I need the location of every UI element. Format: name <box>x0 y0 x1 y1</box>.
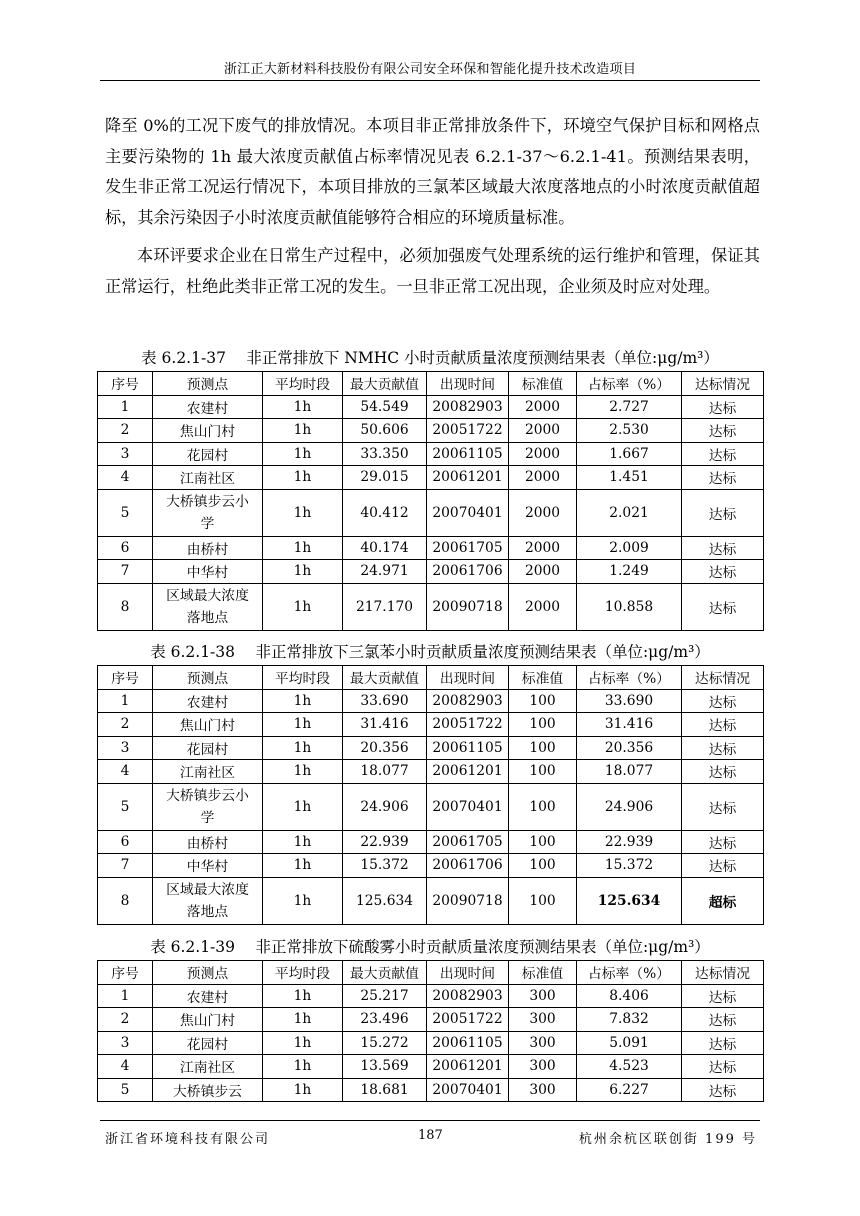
table-cell: 5 <box>98 489 153 536</box>
paragraph-1: 降至 0%的工况下废气的排放情况。本项目非正常排放条件下，环境空气保护目标和网格点主要污染物的 1h 最大浓度贡献值占标率情况见表 6.2.1-37～6.2.1-41。预测结果表明，发生非正常工况运行情况下，本项目排放的三氯苯区域最大浓度落地点的小时浓度贡献值超标，其余污染因子小时浓度贡献值能够符合相应的环境质量标准。 <box>105 116 760 227</box>
table-row <box>98 689 764 713</box>
table-cell: 2 <box>98 713 153 737</box>
table-row <box>98 419 764 443</box>
table-cell: 100 <box>509 877 577 924</box>
table-cell: 54.549 <box>343 395 427 419</box>
table-cell: 超标 <box>682 877 764 924</box>
column-header: 预测点 <box>153 666 263 690</box>
table-cell: 2000 <box>509 466 577 490</box>
table-cell: 20082903 <box>427 984 509 1008</box>
column-header: 出现时间 <box>427 961 509 985</box>
table-cell: 达标 <box>682 1008 764 1032</box>
table-cell: 20051722 <box>427 713 509 737</box>
table-cell: 农建村 <box>153 984 263 1008</box>
column-header: 占标率（%） <box>577 372 682 396</box>
table-cell: 1.667 <box>577 442 682 466</box>
table-cell: 20061705 <box>427 536 509 560</box>
table-cell: 2.727 <box>577 395 682 419</box>
table-cell: 1h <box>263 489 343 536</box>
table-cell: 24.906 <box>577 783 682 830</box>
table-cell: 33.690 <box>343 689 427 713</box>
table-cell: 7.832 <box>577 1008 682 1032</box>
table-cell: 20070401 <box>427 783 509 830</box>
table-cell: 达标 <box>682 1031 764 1055</box>
table-cell: 达标 <box>682 536 764 560</box>
table-cell: 花园村 <box>153 1031 263 1055</box>
column-header: 平均时段 <box>263 666 343 690</box>
table-row <box>98 854 764 878</box>
table-row <box>98 877 764 924</box>
table-row <box>98 760 764 784</box>
table-cell: 7 <box>98 854 153 878</box>
table-cell: 20051722 <box>427 1008 509 1032</box>
table-cell: 达标 <box>682 395 764 419</box>
column-header: 达标情况 <box>682 372 764 396</box>
table-cell: 33.350 <box>343 442 427 466</box>
table-row <box>98 783 764 830</box>
table-cell: 江南社区 <box>153 466 263 490</box>
page-header: 浙江正大新材料科技股份有限公司安全环保和智能化提升技术改造项目 <box>223 62 637 77</box>
table-row <box>98 713 764 737</box>
column-header: 占标率（%） <box>577 961 682 985</box>
table-cell: 1.249 <box>577 560 682 584</box>
table-cell: 区域最大浓度落地点 <box>153 877 263 924</box>
table-cell: 31.416 <box>577 713 682 737</box>
table-cell: 2 <box>98 1008 153 1032</box>
table-caption-1: 表 6.2.1-37 非正常排放下 NMHC 小时贡献质量浓度预测结果表（单位:μg/m³） <box>141 349 719 367</box>
table-cell: 达标 <box>682 783 764 830</box>
table-row <box>98 736 764 760</box>
table-cell: 达标 <box>682 466 764 490</box>
table-cell: 24.906 <box>343 783 427 830</box>
table-cell: 2.009 <box>577 536 682 560</box>
table-cell: 1 <box>98 395 153 419</box>
table-cell: 1h <box>263 560 343 584</box>
table-cell: 2.021 <box>577 489 682 536</box>
table-trichlorobenzene <box>97 665 764 925</box>
table-cell: 农建村 <box>153 395 263 419</box>
table-cell: 达标 <box>682 984 764 1008</box>
column-header: 占标率（%） <box>577 666 682 690</box>
table-cell: 1h <box>263 984 343 1008</box>
table-cell: 1h <box>263 713 343 737</box>
footer-rule <box>100 1120 760 1121</box>
table-cell: 20051722 <box>427 419 509 443</box>
table-cell: 20061105 <box>427 442 509 466</box>
table-cell: 24.971 <box>343 560 427 584</box>
table-cell: 2000 <box>509 395 577 419</box>
paragraph-2: 本环评要求企业在日常生产过程中，必须加强废气处理系统的运行维护和管理，保证其正常运行，杜绝此类非正常工况的发生。一旦非正常工况出现，企业须及时应对处理。 <box>105 246 760 296</box>
table-row <box>98 583 764 630</box>
table-cell: 1 <box>98 984 153 1008</box>
table-cell: 4 <box>98 760 153 784</box>
table-cell: 40.174 <box>343 536 427 560</box>
table-cell: 8.406 <box>577 984 682 1008</box>
table-row <box>98 830 764 854</box>
table-cell: 达标 <box>682 1078 764 1102</box>
table-cell: 20070401 <box>427 489 509 536</box>
table-cell: 300 <box>509 984 577 1008</box>
table-cell: 1h <box>263 760 343 784</box>
table-cell: 20061201 <box>427 760 509 784</box>
table-cell: 18.077 <box>343 760 427 784</box>
column-header: 平均时段 <box>263 961 343 985</box>
table-cell: 达标 <box>682 1055 764 1079</box>
table-cell: 18.681 <box>343 1078 427 1102</box>
table-row <box>98 466 764 490</box>
table-cell: 100 <box>509 830 577 854</box>
table-cell: 5 <box>98 783 153 830</box>
column-header: 最大贡献值 <box>343 372 427 396</box>
table-cell: 达标 <box>682 419 764 443</box>
header-rule <box>100 80 760 81</box>
table-caption-3: 表 6.2.1-39 非正常排放下硫酸雾小时贡献质量浓度预测结果表（单位:μg/m³） <box>150 938 710 956</box>
table-cell: 1h <box>263 736 343 760</box>
table-header-row <box>98 372 764 396</box>
column-header: 序号 <box>98 666 153 690</box>
column-header: 序号 <box>98 961 153 985</box>
table-cell: 由桥村 <box>153 830 263 854</box>
table-cell: 20061201 <box>427 466 509 490</box>
table-cell: 125.634 <box>343 877 427 924</box>
table-cell: 100 <box>509 760 577 784</box>
table-cell: 20061706 <box>427 560 509 584</box>
table-cell: 1h <box>263 419 343 443</box>
table-cell: 焦山门村 <box>153 1008 263 1032</box>
table-cell: 1h <box>263 689 343 713</box>
table-cell: 达标 <box>682 854 764 878</box>
table-cell: 31.416 <box>343 713 427 737</box>
table-cell: 农建村 <box>153 689 263 713</box>
table-cell: 20.356 <box>343 736 427 760</box>
table-row <box>98 489 764 536</box>
table-cell: 125.634 <box>577 877 682 924</box>
table-caption-2: 表 6.2.1-38 非正常排放下三氯苯小时贡献质量浓度预测结果表（单位:μg/m³） <box>150 643 710 661</box>
table-cell: 1h <box>263 783 343 830</box>
table-row <box>98 984 764 1008</box>
table-cell: 1h <box>263 877 343 924</box>
table-cell: 达标 <box>682 442 764 466</box>
table-cell: 达标 <box>682 583 764 630</box>
table-cell: 1h <box>263 830 343 854</box>
table-cell: 2000 <box>509 560 577 584</box>
table-cell: 达标 <box>682 560 764 584</box>
column-header: 最大贡献值 <box>343 961 427 985</box>
table-cell: 2000 <box>509 583 577 630</box>
table-cell: 20061705 <box>427 830 509 854</box>
table-cell: 13.569 <box>343 1055 427 1079</box>
table-cell: 100 <box>509 736 577 760</box>
column-header: 达标情况 <box>682 961 764 985</box>
table-cell: 300 <box>509 1031 577 1055</box>
table-cell: 25.217 <box>343 984 427 1008</box>
column-header: 出现时间 <box>427 666 509 690</box>
column-header: 序号 <box>98 372 153 396</box>
table-cell: 300 <box>509 1008 577 1032</box>
table-cell: 6 <box>98 536 153 560</box>
table-row <box>98 1031 764 1055</box>
table-cell: 3 <box>98 1031 153 1055</box>
table-cell: 1h <box>263 536 343 560</box>
table-cell: 大桥镇步云小学 <box>153 489 263 536</box>
table-cell: 20061105 <box>427 736 509 760</box>
table-row <box>98 536 764 560</box>
table-cell: 2000 <box>509 419 577 443</box>
table-cell: 100 <box>509 713 577 737</box>
table-header-row <box>98 961 764 985</box>
table-cell: 300 <box>509 1055 577 1079</box>
table-row <box>98 560 764 584</box>
table-cell: 达标 <box>682 489 764 536</box>
table-nmhc <box>97 371 764 631</box>
column-header: 标准值 <box>509 372 577 396</box>
table-cell: 20061706 <box>427 854 509 878</box>
column-header: 平均时段 <box>263 372 343 396</box>
table-cell: 1h <box>263 442 343 466</box>
table-cell: 焦山门村 <box>153 713 263 737</box>
table-cell: 1h <box>263 1055 343 1079</box>
table-cell: 10.858 <box>577 583 682 630</box>
table-cell: 20090718 <box>427 877 509 924</box>
table-row <box>98 442 764 466</box>
column-header: 预测点 <box>153 961 263 985</box>
footer-address: 杭州余杭区联创街 199 号 <box>578 1132 757 1147</box>
table-row <box>98 1055 764 1079</box>
table-cell: 20082903 <box>427 689 509 713</box>
table-cell: 50.606 <box>343 419 427 443</box>
table-cell: 33.690 <box>577 689 682 713</box>
table-cell: 2000 <box>509 536 577 560</box>
table-cell: 15.372 <box>343 854 427 878</box>
table-cell: 100 <box>509 783 577 830</box>
table-sulfuric-acid-mist <box>97 960 764 1102</box>
table-cell: 1h <box>263 1078 343 1102</box>
table-cell: 15.272 <box>343 1031 427 1055</box>
table-cell: 1h <box>263 583 343 630</box>
table-header-row <box>98 666 764 690</box>
table-cell: 4 <box>98 466 153 490</box>
table-cell: 20090718 <box>427 583 509 630</box>
table-cell: 中华村 <box>153 854 263 878</box>
table-cell: 300 <box>509 1078 577 1102</box>
table-cell: 1h <box>263 1031 343 1055</box>
table-cell: 达标 <box>682 689 764 713</box>
table-cell: 4.523 <box>577 1055 682 1079</box>
column-header: 标准值 <box>509 666 577 690</box>
table-cell: 8 <box>98 877 153 924</box>
table-cell: 5.091 <box>577 1031 682 1055</box>
table-cell: 8 <box>98 583 153 630</box>
table-cell: 20082903 <box>427 395 509 419</box>
table-cell: 2 <box>98 419 153 443</box>
table-cell: 花园村 <box>153 442 263 466</box>
page-number: 187 <box>418 1128 443 1143</box>
table-cell: 7 <box>98 560 153 584</box>
table-cell: 20.356 <box>577 736 682 760</box>
table-cell: 217.170 <box>343 583 427 630</box>
column-header: 预测点 <box>153 372 263 396</box>
table-cell: 6 <box>98 830 153 854</box>
table-cell: 由桥村 <box>153 536 263 560</box>
table-cell: 达标 <box>682 713 764 737</box>
table-cell: 18.077 <box>577 760 682 784</box>
table-cell: 5 <box>98 1078 153 1102</box>
table-cell: 2000 <box>509 442 577 466</box>
table-cell: 20061201 <box>427 1055 509 1079</box>
table-cell: 40.412 <box>343 489 427 536</box>
column-header: 达标情况 <box>682 666 764 690</box>
table-row <box>98 395 764 419</box>
table-cell: 达标 <box>682 760 764 784</box>
column-header: 标准值 <box>509 961 577 985</box>
table-cell: 3 <box>98 442 153 466</box>
table-cell: 1h <box>263 395 343 419</box>
table-cell: 达标 <box>682 830 764 854</box>
table-cell: 1h <box>263 1008 343 1032</box>
table-cell: 22.939 <box>343 830 427 854</box>
table-cell: 23.496 <box>343 1008 427 1032</box>
table-row <box>98 1008 764 1032</box>
table-cell: 江南社区 <box>153 760 263 784</box>
table-cell: 20070401 <box>427 1078 509 1102</box>
table-cell: 大桥镇步云小学 <box>153 783 263 830</box>
column-header: 出现时间 <box>427 372 509 396</box>
table-cell: 1 <box>98 689 153 713</box>
footer-company: 浙江省环境科技有限公司 <box>105 1132 271 1147</box>
table-cell: 中华村 <box>153 560 263 584</box>
table-cell: 焦山门村 <box>153 419 263 443</box>
table-cell: 区域最大浓度落地点 <box>153 583 263 630</box>
table-cell: 22.939 <box>577 830 682 854</box>
table-cell: 3 <box>98 736 153 760</box>
table-cell: 100 <box>509 854 577 878</box>
table-cell: 20061105 <box>427 1031 509 1055</box>
table-cell: 2000 <box>509 489 577 536</box>
table-cell: 100 <box>509 689 577 713</box>
table-cell: 29.015 <box>343 466 427 490</box>
table-cell: 6.227 <box>577 1078 682 1102</box>
table-cell: 花园村 <box>153 736 263 760</box>
table-cell: 江南社区 <box>153 1055 263 1079</box>
table-cell: 1h <box>263 466 343 490</box>
table-cell: 大桥镇步云 <box>153 1078 263 1102</box>
table-cell: 达标 <box>682 736 764 760</box>
table-row <box>98 1078 764 1102</box>
table-cell: 1.451 <box>577 466 682 490</box>
table-cell: 1h <box>263 854 343 878</box>
table-cell: 15.372 <box>577 854 682 878</box>
table-cell: 2.530 <box>577 419 682 443</box>
table-cell: 4 <box>98 1055 153 1079</box>
column-header: 最大贡献值 <box>343 666 427 690</box>
